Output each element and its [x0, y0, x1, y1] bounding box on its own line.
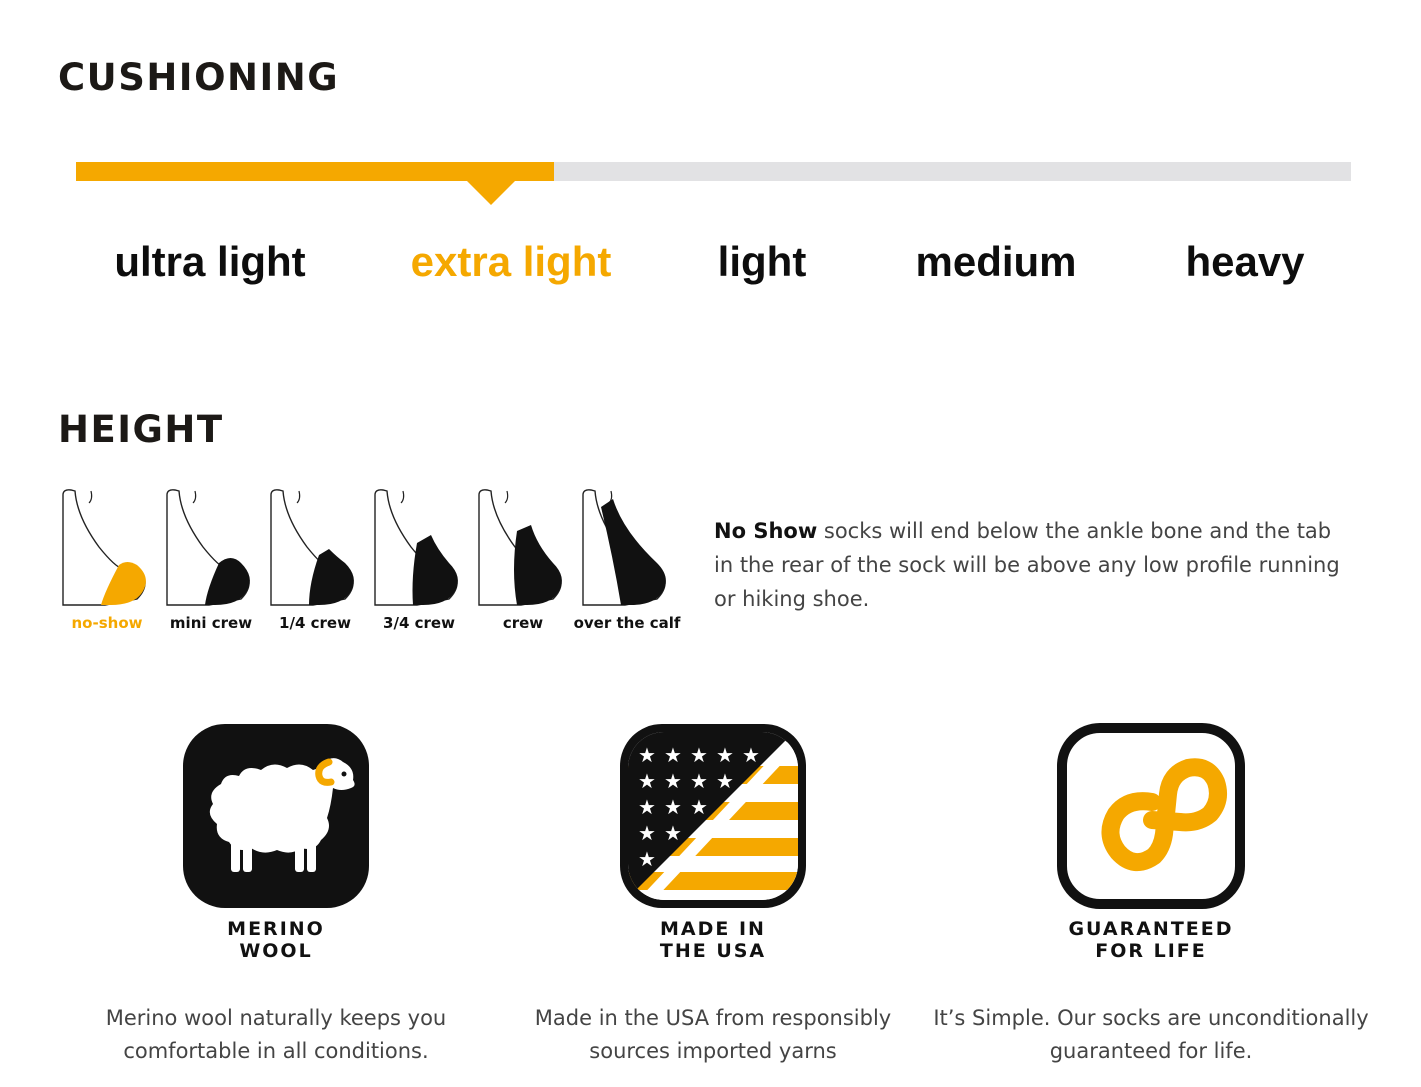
feature-title-guarantee: GUARANTEED FOR LIFE [1068, 918, 1234, 962]
usa-flag-icon [618, 722, 808, 910]
height-label-mini-crew: mini crew [169, 614, 253, 632]
feature-merino-wool [56, 722, 496, 1068]
svg-text:★: ★ [716, 743, 734, 767]
cushion-level-medium[interactable]: medium [915, 238, 1077, 285]
svg-text:★: ★ [664, 769, 682, 793]
height-label-quarter-crew: 1/4 crew [279, 614, 351, 632]
height-description [714, 514, 1354, 616]
cushioning-title: CUSHIONING [58, 56, 340, 99]
cushion-level-light[interactable]: light [717, 238, 807, 285]
height-option-three-quarter-crew[interactable] [369, 487, 469, 637]
three-quarter-crew-sock-icon [369, 487, 469, 607]
svg-text:★: ★ [638, 795, 656, 819]
no-show-sock-icon [57, 487, 157, 607]
svg-text:★: ★ [664, 743, 682, 767]
height-option-crew[interactable] [473, 487, 573, 637]
feature-title-merino: MERINO WOOL [227, 918, 325, 962]
cushioning-levels [0, 238, 1421, 294]
svg-text:★: ★ [664, 821, 682, 845]
height-title: HEIGHT [58, 408, 224, 451]
svg-text:★: ★ [690, 795, 708, 819]
cushion-level-heavy[interactable]: heavy [1185, 238, 1305, 285]
infinity-loop-icon [1056, 722, 1246, 910]
cushioning-slider-pointer[interactable] [467, 181, 515, 205]
crew-sock-icon [473, 487, 573, 607]
svg-text:★: ★ [690, 743, 708, 767]
sheep-icon [181, 722, 371, 910]
feature-guaranteed-for-life [931, 722, 1371, 1068]
svg-text:★: ★ [638, 847, 656, 871]
quarter-crew-sock-icon [265, 487, 365, 607]
height-description-bold: No Show [714, 519, 818, 543]
svg-text:★: ★ [742, 743, 760, 767]
svg-text:★: ★ [638, 743, 656, 767]
height-label-three-quarter-crew: 3/4 crew [383, 614, 455, 632]
height-option-no-show[interactable] [57, 487, 157, 637]
height-label-crew: crew [502, 614, 544, 632]
svg-text:★: ★ [716, 769, 734, 793]
feature-made-in-usa [493, 722, 933, 1068]
feature-title-usa: MADE IN THE USA [659, 918, 767, 962]
cushion-level-ultra-light[interactable]: ultra light [114, 238, 306, 285]
mini-crew-sock-icon [161, 487, 261, 607]
height-description-text: socks will end below the ankle bone and the tab in the rear of the sock will be above any low profile running or hiking shoe. [714, 519, 1340, 611]
feature-desc-guarantee: It’s Simple. Our socks are unconditionally guaranteed for life. [933, 1006, 1369, 1063]
svg-text:★: ★ [690, 769, 708, 793]
svg-text:★: ★ [638, 769, 656, 793]
svg-text:★: ★ [664, 795, 682, 819]
height-label-over-the-calf: over the calf [573, 614, 681, 632]
feature-desc-merino: Merino wool naturally keeps you comfortable in all conditions. [105, 1006, 447, 1063]
height-label-no-show: no-show [71, 614, 143, 632]
height-options [55, 487, 685, 637]
svg-text:★: ★ [638, 821, 656, 845]
cushioning-slider-fill [76, 162, 554, 181]
cushion-level-extra-light[interactable]: extra light [410, 238, 612, 285]
height-option-mini-crew[interactable] [161, 487, 261, 637]
over-the-calf-sock-icon [577, 487, 677, 607]
feature-desc-usa: Made in the USA from responsibly sources imported yarns [534, 1006, 892, 1063]
height-option-quarter-crew[interactable] [265, 487, 365, 637]
height-option-over-the-calf[interactable] [573, 487, 681, 637]
cushioning-slider-track[interactable] [76, 162, 1351, 181]
